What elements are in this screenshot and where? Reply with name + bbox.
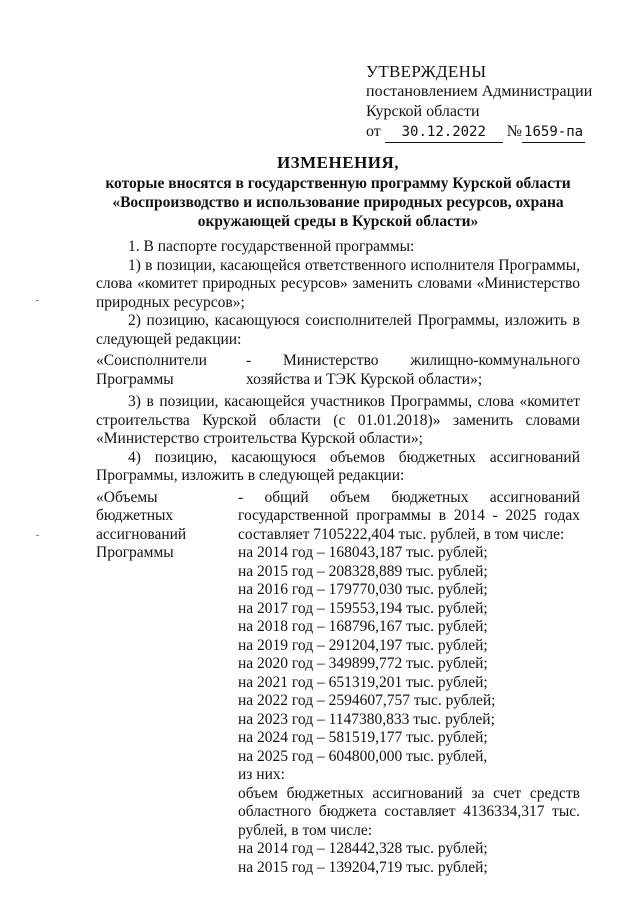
year-line: на 2014 год – 168043,187 тыс. рублей; [238,544,488,561]
decree-date: 30.12.2022 [385,122,503,143]
budget-row [96,489,580,878]
year-line: на 2015 год – 139204,719 тыс. рублей; [238,858,488,876]
approval-line-2: Курской области [366,103,480,120]
title-line-1: которые вносятся в государственную программу Курской области [105,175,571,192]
budget-label-line: «Объемы [96,488,158,506]
document-title [96,153,580,231]
coexecutors-label: «Соисполнители Программы [96,352,207,388]
year-line: на 2017 год – 159553,194 тыс. рублей; [238,599,488,617]
from-label: от [366,123,381,140]
approval-heading: УТВЕРЖДЕНЫ [366,62,487,81]
year-line: на 2018 год – 168796,167 тыс. рублей; [238,618,488,635]
budget-value [238,489,580,878]
year-line: на 2016 год – 179770,030 тыс. рублей; [238,581,488,598]
coexecutors-value: - Министерство жилищно-коммунального хозяйства и ТЭК Курской области»; [246,352,580,388]
regional-budget-intro: объем бюджетных ассигнований за счет средств областного бюджета составляет 4136334,317 тыс. рублей, в том числе: [238,784,580,839]
subitem-3: 3) в позиции, касающейся участников Программы, слова «комитет строительства Курской области (с 01.01.2018)» заменить словами «Министерство строительства Курской области»; [96,393,580,447]
item-1: 1. В паспорте государственной программы: [128,238,415,255]
budget-label-line: Программы [96,544,174,561]
subitem-2: 2) позицию, касающуюся соисполнителей Программы, изложить в следующей редакции: [96,312,580,348]
subitem-1: 1) в позиции, касающейся ответственного исполнителя Программы, слова «комитет природных ресурсов» заменить словами «Министерство природных ресурсов»; [96,256,580,311]
approval-line-1: постановлением Администрации [366,83,593,100]
budget-label [96,489,238,878]
year-line: на 2025 год – 604800,000 тыс. рублей, [238,747,488,765]
number-label: № [506,123,523,140]
title-main: ИЗМЕНЕНИЯ, [276,153,400,172]
year-line: на 2020 год – 349899,772 тыс. рублей; [238,655,488,672]
year-line: на 2021 год – 651319,201 тыс. рублей; [238,673,488,691]
year-line: на 2014 год – 128442,328 тыс. рублей; [238,840,488,857]
subitem-4: 4) позицию, касающуюся объемов бюджетных ассигнований Программы, изложить в следующей редакции: [96,448,580,484]
approval-date-line [366,122,616,143]
year-line: на 2019 год – 291204,197 тыс. рублей; [238,636,488,654]
title-line-3: окружающей среды в Курской области» [197,213,479,230]
year-line: на 2015 год – 208328,889 тыс. рублей; [238,562,488,580]
approval-block [366,62,616,143]
margin-mark [36,535,39,536]
margin-mark [36,300,39,301]
year-line: на 2024 год – 581519,177 тыс. рублей; [238,729,488,746]
title-line-2: «Воспроизводство и использование природных ресурсов, охрана [112,194,564,211]
year-line: на 2022 год – 2594607,757 тыс. рублей; [238,692,496,709]
decree-number: 1659-па [522,122,585,143]
budget-label-line: ассигнований [96,525,187,543]
coexecutors-row [96,352,580,389]
budget-label-line: бюджетных [96,507,174,524]
document-body [96,238,580,877]
budget-intro: - общий объем бюджетных ассигнований государственной программы в 2014 - 2025 годах составляет 7105222,404 тыс. рублей, в том числе: [238,488,580,543]
year-line: на 2023 год – 1147380,833 тыс. рублей; [238,710,495,728]
of-them-label: из них: [238,766,285,783]
